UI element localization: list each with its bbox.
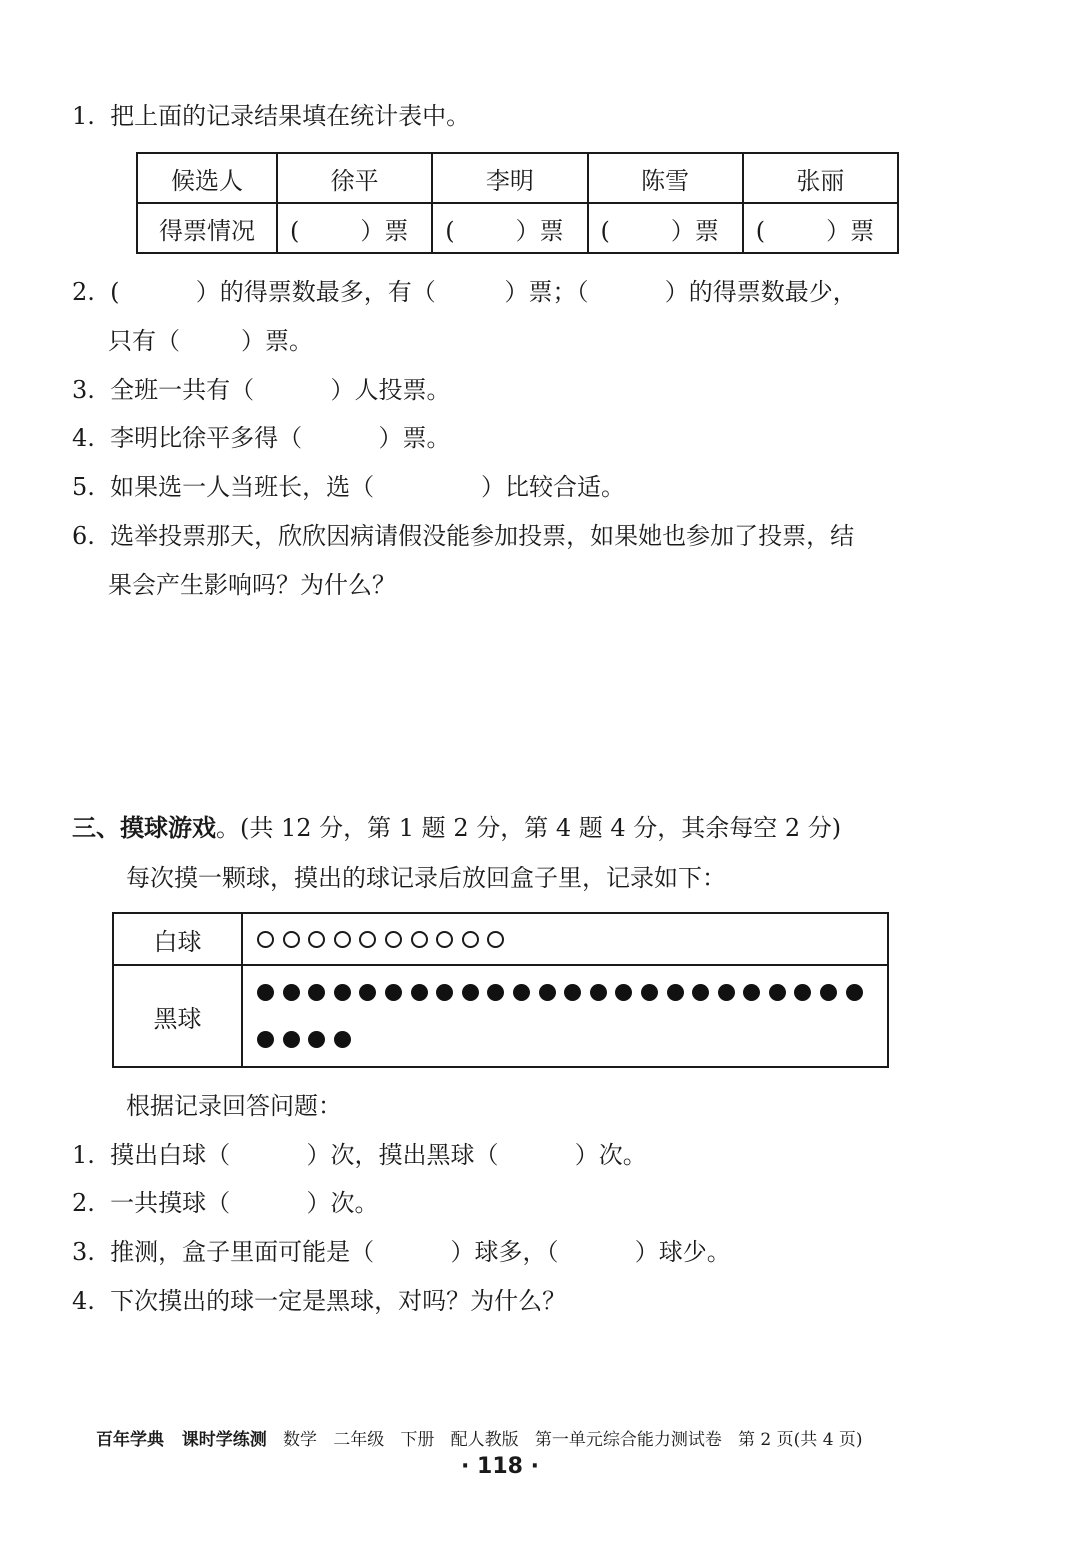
candidate-row bbox=[137, 153, 898, 203]
candidate-name: 李明 bbox=[432, 153, 587, 203]
footer-brand: 百年学典 课时学练测 bbox=[96, 1430, 267, 1450]
vote-blank[interactable]: ( ）票 bbox=[743, 203, 898, 253]
black-ball-cell bbox=[242, 965, 888, 1067]
white-ball-cell bbox=[242, 913, 888, 965]
black-ball-mark bbox=[692, 984, 709, 1001]
black-ball-mark bbox=[308, 1031, 325, 1048]
black-ball-mark bbox=[820, 984, 837, 1001]
white-ball-mark bbox=[359, 931, 376, 948]
question-2-line-2: 只有（ ）票。 bbox=[108, 327, 314, 355]
section-3-title bbox=[72, 812, 841, 844]
vote-table bbox=[136, 152, 899, 254]
black-ball-mark bbox=[794, 984, 811, 1001]
white-ball-mark bbox=[411, 931, 428, 948]
votes-row bbox=[137, 203, 898, 253]
black-ball-mark bbox=[590, 984, 607, 1001]
page-number: · 118 · bbox=[461, 1454, 539, 1479]
question-6-line-1: 6. 选举投票那天，欣欣因病请假没能参加投票，如果她也参加了投票，结 bbox=[72, 522, 855, 550]
white-ball-mark bbox=[257, 931, 274, 948]
section-3-question-4: 4. 下次摸出的球一定是黑球，对吗？为什么？ bbox=[72, 1287, 567, 1315]
black-ball-mark bbox=[667, 984, 684, 1001]
black-ball-row bbox=[113, 965, 888, 1067]
black-ball-mark bbox=[283, 1031, 300, 1048]
black-ball-mark bbox=[743, 984, 760, 1001]
black-ball-mark bbox=[334, 1031, 351, 1048]
black-ball-mark bbox=[641, 984, 658, 1001]
white-ball-mark bbox=[385, 931, 402, 948]
black-ball-mark bbox=[436, 984, 453, 1001]
question-5: 5. 如果选一人当班长，选（ ）比较合适。 bbox=[72, 473, 625, 501]
vote-blank[interactable]: ( ）票 bbox=[588, 203, 743, 253]
vote-blank[interactable]: ( ）票 bbox=[432, 203, 587, 253]
question-1: 1. 把上面的记录结果填在统计表中。 bbox=[72, 102, 471, 130]
section-3-question-1: 1. 摸出白球（ ）次，摸出黑球（ ）次。 bbox=[72, 1141, 647, 1169]
footer-info: 数学 二年级 下册 配人教版 第一单元综合能力测试卷 第 2 页(共 4 页) bbox=[266, 1430, 863, 1450]
question-3: 3. 全班一共有（ ）人投票。 bbox=[72, 376, 451, 404]
white-ball-row bbox=[113, 913, 888, 965]
section-3-scoring: 。(共 12 分，第 1 题 2 分，第 4 题 4 分，其余每空 2 分) bbox=[216, 814, 842, 842]
section-3-heading: 三、摸球游戏 bbox=[72, 814, 216, 842]
candidate-name: 徐平 bbox=[277, 153, 432, 203]
black-ball-mark bbox=[308, 984, 325, 1001]
page-footer bbox=[96, 1428, 863, 1452]
vote-blank[interactable]: ( ）票 bbox=[277, 203, 432, 253]
section-3-question-2: 2. 一共摸球（ ）次。 bbox=[72, 1189, 379, 1217]
black-ball-mark bbox=[487, 984, 504, 1001]
black-ball-mark bbox=[718, 984, 735, 1001]
black-ball-mark bbox=[564, 984, 581, 1001]
black-ball-mark bbox=[385, 984, 402, 1001]
black-ball-mark bbox=[283, 984, 300, 1001]
candidate-header: 候选人 bbox=[137, 153, 277, 203]
black-ball-marks bbox=[257, 969, 887, 1063]
question-4: 4. 李明比徐平多得（ ）票。 bbox=[72, 424, 451, 452]
section-3-intro: 每次摸一颗球，摸出的球记录后放回盒子里，记录如下： bbox=[126, 864, 726, 892]
white-ball-marks bbox=[257, 931, 887, 948]
question-6-line-2: 果会产生影响吗？为什么？ bbox=[108, 571, 396, 599]
black-ball-mark bbox=[359, 984, 376, 1001]
white-ball-label: 白球 bbox=[113, 913, 242, 965]
black-ball-label: 黑球 bbox=[113, 965, 242, 1067]
black-ball-mark bbox=[462, 984, 479, 1001]
black-ball-mark bbox=[257, 984, 274, 1001]
black-ball-mark bbox=[257, 1031, 274, 1048]
white-ball-mark bbox=[436, 931, 453, 948]
white-ball-mark bbox=[283, 931, 300, 948]
section-3-prompt: 根据记录回答问题： bbox=[126, 1092, 342, 1120]
question-2-line-1: 2. ( ）的得票数最多，有（ ）票；（ ）的得票数最少， bbox=[72, 278, 857, 306]
section-3-question-3: 3. 推测，盒子里面可能是（ ）球多，（ ）球少。 bbox=[72, 1238, 731, 1266]
white-ball-mark bbox=[487, 931, 504, 948]
white-ball-mark bbox=[462, 931, 479, 948]
black-ball-mark bbox=[769, 984, 786, 1001]
black-ball-mark bbox=[846, 984, 863, 1001]
black-ball-mark bbox=[513, 984, 530, 1001]
black-ball-mark bbox=[539, 984, 556, 1001]
votes-header: 得票情况 bbox=[137, 203, 277, 253]
white-ball-mark bbox=[334, 931, 351, 948]
black-ball-mark bbox=[334, 984, 351, 1001]
candidate-name: 陈雪 bbox=[588, 153, 743, 203]
white-ball-mark bbox=[308, 931, 325, 948]
candidate-name: 张丽 bbox=[743, 153, 898, 203]
black-ball-mark bbox=[411, 984, 428, 1001]
ball-record-table bbox=[112, 912, 889, 1068]
black-ball-mark bbox=[615, 984, 632, 1001]
